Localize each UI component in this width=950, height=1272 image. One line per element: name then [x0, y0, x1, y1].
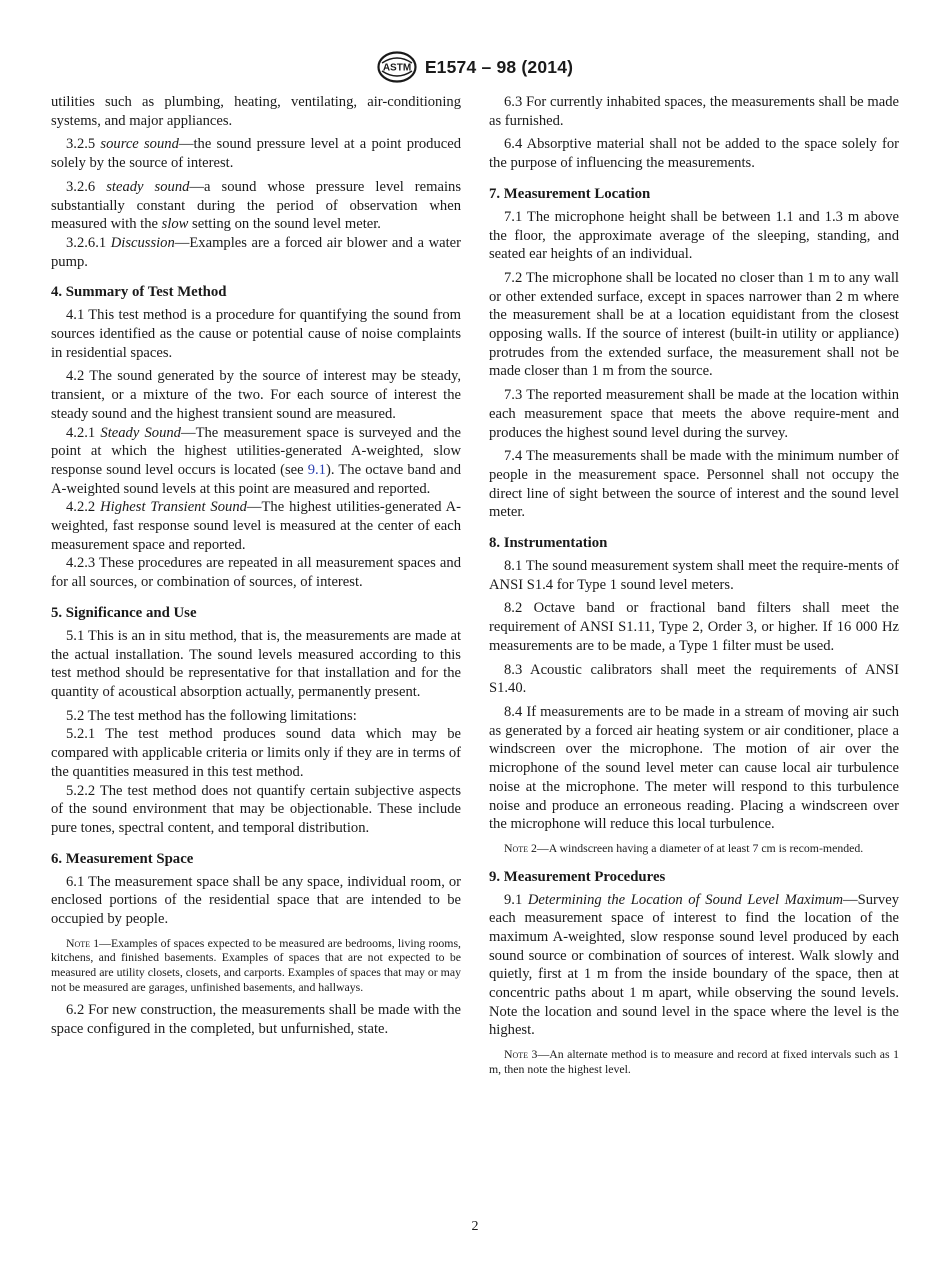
note-label: Note — [504, 1047, 529, 1062]
definition-3-2-6-1 — [51, 234, 461, 271]
paragraph-5-2-1: 5.2.1 The test method produces sound data which may be compared with applicable criteria or limits only if they are in terms of the quantities measured in this test method. — [51, 726, 461, 780]
para-term: Highest Transient Sound — [100, 499, 247, 516]
section-heading-7: 7. Measurement Location — [489, 185, 651, 202]
para-number: 9.1 — [504, 891, 528, 908]
astm-logo-icon — [377, 51, 417, 83]
paragraph-5-2-2: 5.2.2 The test method does not quantify certain subjective aspects of the sound environment that may be objectionable. These include pure tones, spectral content, and temporal distribution. — [51, 782, 461, 836]
paragraph-9-1 — [489, 891, 899, 1041]
para-text: ). The octave band and A-weighted sound levels at this point are measured and reported. — [51, 461, 461, 497]
logo-text: ASTM — [382, 62, 411, 74]
paragraph-6-4: 6.4 Absorptive material shall not be added to the space solely for the purpose of influencing the measurements. — [489, 136, 899, 172]
paragraph-8-1: 8.1 The sound measurement system shall meet the require-ments of ANSI S1.4 for Type 1 sound level meters. — [489, 558, 899, 593]
paragraph-4-2-2 — [51, 498, 461, 554]
def-text: —a sound whose pressure level remains substantially constant during the period of observation when measured with the — [51, 178, 461, 233]
def-term: steady sound — [106, 178, 190, 195]
def-term: source sound — [100, 136, 179, 153]
note-2 — [489, 841, 899, 856]
note-text: 1—Examples of spaces expected to be measured are bedrooms, living rooms, kitchens, and finished basements. Examples of spaces that are not expected to be measured are utility closets, closets, and carports. Examples of spaces that may or may not be measured are garages, unfinished basements, and hallways. — [51, 935, 461, 994]
definition-3-2-5 — [51, 135, 461, 172]
paragraph-4-2-3: 4.2.3 These procedures are repeated in all measurement spaces and for all sources, or combination of sources, of interest. — [51, 555, 461, 591]
paragraph-4-2-1 — [51, 424, 461, 499]
para-number: 4.2.1 — [66, 424, 101, 441]
def-text: —Examples are a forced air blower and a water pump. — [51, 234, 462, 270]
paragraph-4-1: 4.1 This test method is a procedure for quantifying the sound from sources identified as the cause or potential cause of noise complaints in residential spaces. — [51, 307, 461, 361]
paragraph-6-1: 6.1 The measurement space shall be any space, individual room, or enclosed portions of the residential space that are intended to be occupied by people. — [51, 873, 461, 928]
para-term: Steady Sound — [100, 424, 181, 441]
paragraph-8-4: 8.4 If measurements are to be made in a stream of moving air such as generated by a forced air heating system or air conditioner, place a windscreen over the microphone. The motion of air over the microphone of the sound level meter can cause local air turbulence noise at the microphone. The meter will respond to this turbulence noise and produce an erroneous reading. Placing a windscreen over the microphone will reduce this local turbulence. — [489, 703, 899, 833]
paragraph-7-1: 7.1 The microphone height shall be between 1.1 and 1.3 m above the floor, the approximate average of the sleeping, standing, and seated ear heights of an individual. — [489, 208, 899, 263]
section-heading-5: 5. Significance and Use — [51, 604, 197, 621]
paragraph-6-3: 6.3 For currently inhabited spaces, the measurements shall be made as furnished. — [489, 94, 899, 129]
note-text: 2—A windscreen having a diameter of at least 7 cm is recom-mended. — [528, 840, 864, 855]
para-term: Determining the Location of Sound Level Maximum — [527, 891, 844, 908]
page-header — [0, 50, 950, 84]
para-text: —Survey each measurement space of interest to find the location of the maximum A-weighted, slow response sound level produced by each sound source or combination of sources of interest. Walk slowly and quietly, first at 1 m from the inside boundary of the space, then at concentric paths about 1 m apart, while observing the sound levels. Note the location and sound level in the space where the level is the highest. — [489, 891, 899, 1039]
paragraph-8-3: 8.3 Acoustic calibrators shall meet the requirements of ANSI S1.40. — [489, 661, 899, 697]
page-number: 2 — [471, 1219, 479, 1234]
section-heading-8: 8. Instrumentation — [489, 535, 608, 552]
cross-reference-link[interactable]: 9.1 — [307, 461, 326, 478]
note-text: 3—An alternate method is to measure and record at fixed intervals such as 1 m, then note the highest level. — [489, 1047, 899, 1076]
paragraph-7-3: 7.3 The reported measurement shall be made at the location within each measurement space that meets the above require-ment and produces the highest sound level during the survey. — [489, 387, 899, 441]
note-1 — [51, 936, 461, 994]
paragraph-4-2: 4.2 The sound generated by the source of interest may be steady, transient, or a mixture of the two. For each source of interest the steady sound and the highest transient sound are measured. — [51, 368, 461, 422]
paragraph-8-2: 8.2 Octave band or fractional band filters shall meet the requirement of ANSI S1.11, Type 2, Order 3, or higher. If 16 000 Hz measurements are to be made, a Type 1 filter must be used. — [489, 600, 899, 654]
def-text: —the sound pressure level at a point produced solely by the source of interest. — [51, 136, 461, 172]
note-label: Note — [66, 935, 91, 950]
para-text: —The highest utilities-generated A-weighted, fast response sound level is measured at the center of each measurement space and reported. — [51, 499, 461, 553]
paragraph-7-4: 7.4 The measurements shall be made with the minimum number of people in the measurement space. Personnel shall not occupy the direct line of sight between the source of interest and the sound level meter. — [489, 448, 899, 521]
para-text: —The measurement space is surveyed and the point at which the highest utilities-generated A-weighted, slow response sound level occurs is located (see — [51, 424, 461, 478]
note-label: Note — [504, 840, 529, 855]
section-heading-6: 6. Measurement Space — [51, 850, 194, 867]
paragraph-utilities-continued: utilities such as plumbing, heating, ventilating, air-conditioning systems, and major appliances. — [51, 94, 461, 129]
def-term: Discussion — [110, 234, 175, 251]
para-number: 4.2.2 — [66, 499, 101, 516]
paragraph-6-2: 6.2 For new construction, the measurements shall be made with the space configured in the completed, but unfurnished, state. — [51, 1002, 461, 1037]
left-column — [51, 93, 461, 1039]
note-3 — [489, 1047, 899, 1076]
definition-3-2-6 — [51, 178, 461, 234]
paragraph-5-1: 5.1 This is an in situ method, that is, the measurements are made at the actual installation. The sound levels measured according to this test method should be representative for that installation and for the quantity of acoustical absorption actually, permanently present. — [51, 627, 461, 700]
def-number: 3.2.5 — [66, 136, 101, 153]
paragraph-7-2: 7.2 The microphone shall be located no closer than 1 m to any wall or other extended surface, except in spaces narrower than 2 m where the measurement shall be at a location equidistant from the closest opposing walls. If the source of interest (built-in utility or appliance) protrudes from the extended surface, the measurement shall not be made closer than 1 m from the source. — [489, 269, 899, 380]
section-heading-4: 4. Summary of Test Method — [51, 284, 227, 301]
def-number: 3.2.6 — [66, 178, 107, 195]
section-heading-9: 9. Measurement Procedures — [489, 868, 666, 885]
right-column — [489, 93, 899, 1083]
document-id: E1574 – 98 (2014) — [424, 56, 574, 77]
paragraph-5-2: 5.2 The test method has the following limitations: — [66, 707, 357, 724]
def-text: setting on the sound level meter. — [188, 216, 381, 233]
def-number: 3.2.6.1 — [66, 234, 111, 251]
def-emphasis: slow — [161, 216, 189, 233]
